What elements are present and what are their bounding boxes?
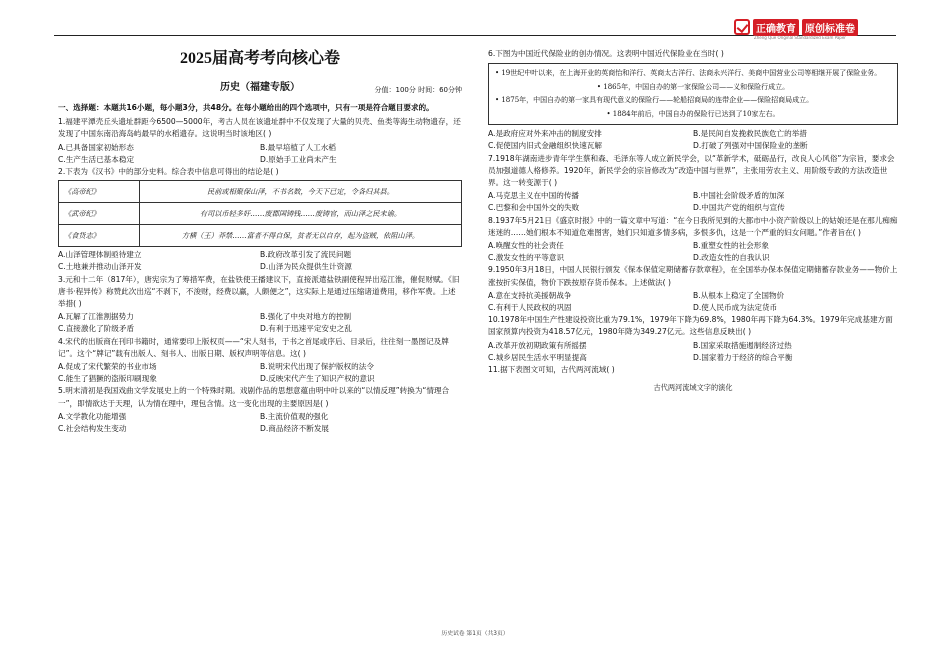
option-d: D.国家着力于经济的综合平衡 bbox=[693, 352, 793, 362]
option-b: B.是民间自发挽救民族危亡的举措 bbox=[693, 129, 807, 139]
page-footer: 历史试卷 第1页（共3页） bbox=[441, 631, 509, 637]
question-9-options bbox=[488, 290, 898, 314]
section-heading: 一、选择题：本题共16小题，每小题3分，共48分。在每小题给出的四个选项中，只有一项是符合题目要求的。 bbox=[58, 103, 434, 112]
option-d: D.使人民币成为法定货币 bbox=[693, 303, 778, 313]
option-c: C.有利于人民政权的巩固 bbox=[488, 303, 572, 313]
table-row bbox=[59, 225, 462, 247]
option-a: A.唤醒女性的社会责任 bbox=[488, 241, 564, 251]
table-cell-source: 《高帝纪》 bbox=[59, 181, 140, 203]
option-c: C.土地兼并推动山泽开发 bbox=[58, 262, 142, 272]
question-2-stem: 2.下表为《汉书》中的部分史料。综合表中信息可得出的结论是( ) bbox=[58, 167, 279, 177]
question-10-stem: 10.1978年中国生产性建设投资比重为79.1%，1979年下降为69.8%，1980年再下降为64.3%。1979年完成基建方面国家预算内投资为418.57亿元，1980年降为349.27亿元。这些信息反映出( ) bbox=[488, 315, 893, 337]
brand-sub: Zheng Que Original Standardized Exam Paper bbox=[754, 35, 846, 40]
option-d: D.中国共产党的组织与宣传 bbox=[693, 203, 785, 213]
table-row bbox=[59, 203, 462, 225]
box-line: • 1865年，中国自办的第一家保险公司——义和保险行成立。 bbox=[596, 82, 790, 91]
option-a: A.改革开放初期政策有所摇摆 bbox=[488, 340, 587, 350]
option-d: D.有利于迅速平定安史之乱 bbox=[260, 324, 352, 334]
option-b: B.重塑女性的社会形象 bbox=[693, 241, 769, 251]
subtitle-row bbox=[58, 82, 462, 98]
question-2-table bbox=[58, 180, 462, 247]
option-c: C.城乡居民生活水平明显提高 bbox=[488, 352, 587, 362]
question-7-options bbox=[488, 190, 898, 214]
question-6-box bbox=[488, 63, 898, 125]
option-a: A.文学教化功能增强 bbox=[58, 411, 127, 421]
question-6-stem: 6.下图为中国近代保险业的创办情况。这表明中国近代保险业在当时( ) bbox=[488, 49, 724, 58]
option-b: B.主流价值观的强化 bbox=[260, 411, 329, 421]
left-column bbox=[58, 48, 462, 435]
option-a: A.山泽管理体制亟待建立 bbox=[58, 250, 142, 260]
option-a: A.已具备国家初始形态 bbox=[58, 142, 134, 152]
option-d: D.商品经济不断发展 bbox=[260, 424, 330, 434]
option-b: B.强化了中央对地方的控制 bbox=[260, 312, 352, 322]
option-a: A.马克思主义在中国的传播 bbox=[488, 191, 580, 201]
option-d: D.改造女性的自我认识 bbox=[693, 253, 770, 263]
option-b: B.最早培植了人工水稻 bbox=[260, 142, 336, 152]
question-4-stem: 4.宋代的出版商在刊印书籍时，通常要印上版权页——“宋人刻书，于书之首尾或序后、目录后，往往刻一墨图记及牌记”。这个“牌记”载有出版人、刻书人、出版日期、版权声明等信息。这( ) bbox=[58, 336, 449, 358]
brand-tag: 原创标准卷 bbox=[802, 19, 858, 36]
question-2-options bbox=[58, 249, 462, 273]
option-a: A.意在支持抗美援朝战争 bbox=[488, 290, 572, 300]
question-8-stem: 8.1937年5月21日《盛京时报》中的一篇文章中写道：“在今日我所见到的大都市中小资产阶级以上的姑娘还是在那儿痴痴迷迷的……她们根本不知道危难图害，她们只知道多情多病，多恨多仇，这是一个严重的妇女问题。”作者旨在( ) bbox=[488, 215, 898, 237]
brand-logo bbox=[734, 18, 896, 40]
option-c: C.社会结构发生变动 bbox=[58, 424, 127, 434]
option-c: C.能生了猖獗的盗版印刷现象 bbox=[58, 374, 157, 384]
option-a: A.促成了宋代繁荣的书业市场 bbox=[58, 362, 157, 372]
option-c: C.促使国内旧式金融组织快速瓦解 bbox=[488, 141, 603, 151]
question-9-stem: 9.1950年3月18日，中国人民银行颁发《保本保值定期储蓄存款章程》，在全国举办保本保值定期储蓄存款业务——物价上涨按折实保值，物价下跌按原存货币保本。上述做法( ) bbox=[488, 265, 898, 287]
exam-meta: 分值：100分 时间：60分钟 bbox=[374, 86, 462, 94]
option-b: B.中国社会阶级矛盾的加深 bbox=[693, 191, 785, 201]
option-a: A.是政府应对外来冲击的制度安排 bbox=[488, 129, 602, 139]
box-line: • 1875年，中国自办的第一家具有现代意义的保险行——轮船招商局的连带企业——保险招商局成立。 bbox=[495, 96, 814, 105]
table-cell-text: 方横（王）莽禁……富者不得自保，贫者无以自存，起为盗贼，依阻山泽。 bbox=[140, 225, 462, 247]
option-b: B.国家采取措施遏制经济过热 bbox=[693, 340, 792, 350]
question-1-stem: 1.福建平潭壳丘头遗址群距今6500—5000年，考古人员在该遗址群中不仅发现了大量的贝壳、鱼类等海生动物遗存，还发现了中国东南沿海岛屿最早的水稻遗存。这说明当时该地区( ) bbox=[58, 117, 461, 139]
right-column bbox=[488, 48, 898, 394]
box-line: • 1884年前后，中国自办的保险行已达到了10家左右。 bbox=[606, 109, 780, 118]
question-1-options bbox=[58, 142, 462, 166]
option-b: B.从根本上稳定了全国物价 bbox=[693, 290, 785, 300]
table-cell-source: 《武帝纪》 bbox=[59, 203, 140, 225]
option-d: D.山泽为民众提供生计资源 bbox=[260, 262, 352, 272]
table-cell-text: 民前或相聚保山泽，不书名数，今天下已定，令各归其县。 bbox=[140, 181, 462, 203]
option-c: C.生产生活已基本稳定 bbox=[58, 154, 135, 164]
question-5-options bbox=[58, 411, 462, 435]
table-cell-text: 有司以币轻多奸……废郡国铸钱……废铸官，而山泽之民未谕。 bbox=[140, 203, 462, 225]
option-c: C.巴黎和会中国外交的失败 bbox=[488, 203, 580, 213]
exam-title: 2025届高考考向核心卷 bbox=[179, 50, 340, 67]
option-a: A.瓦解了江淮割据势力 bbox=[58, 312, 134, 322]
checkmark-icon bbox=[734, 19, 750, 35]
question-3-stem: 3.元和十二年（817年），唐宪宗为了筹措军费，在盐铁使王播建议下，直接派遣盐铁副使程异出巡江淮，催促财赋。《旧唐书·程异传》称赞此次出巡“不剥下，不浚财，经费以赢，人颇便之”，这实际上是通过压缩诸道费用，移作军费。上述举措( ) bbox=[58, 274, 460, 309]
exam-subtitle: 历史（福建专版） bbox=[220, 82, 300, 93]
table-cell-source: 《食货志》 bbox=[59, 225, 140, 247]
question-3-options bbox=[58, 311, 462, 335]
option-d: D.打破了列强对中国保险业的垄断 bbox=[693, 141, 808, 151]
option-c: C.直接激化了阶级矛盾 bbox=[58, 324, 135, 334]
question-10-options bbox=[488, 340, 898, 364]
question-6-options bbox=[488, 128, 898, 152]
question-8-options bbox=[488, 240, 898, 264]
option-b: B.说明宋代出现了保护版权的法令 bbox=[260, 362, 374, 372]
box-line: • 19世纪中叶以来，在上海开业的英商怡和洋行、英商太古洋行、法商永兴洋行、美商中国营业公司等相继开展了保险业务。 bbox=[495, 69, 882, 78]
question-5-stem: 5.明末清初是我国戏曲文学发展史上的一个特殊时期。戏剧作品的思想意蕴由明中叶以来的“以情反理”转换为“情理合一”，即情欲达于天理，认为情在理中，理包含情。这一变化出现的主要原因是( ) bbox=[58, 386, 450, 408]
brand-main: 正确教育 bbox=[753, 19, 799, 36]
question-4-options bbox=[58, 361, 462, 385]
option-d: D.反映宋代产生了知识产权的意识 bbox=[260, 374, 375, 384]
figure-caption: 古代两河流域文字的演化 bbox=[653, 383, 733, 393]
option-d: D.原始手工业尚未产生 bbox=[260, 154, 337, 164]
question-7-stem: 7.1918年湖南进步青年学生蔡和森、毛泽东等人成立新民学会，以“革新学术，砥砺品行，改良人心风俗”为宗旨，要求会员加强道德人格修养。1920年，新民学会的宗旨修改为“改造中国与世界”，主张用劳农主义、用阶级专政的方法改造世界。这一转变源于( ) bbox=[488, 153, 895, 188]
option-b: B.政府改革引发了流民问题 bbox=[260, 250, 352, 260]
question-11-stem: 11.据下表图文可知，古代两河流域( ) bbox=[488, 365, 615, 375]
table-row bbox=[59, 181, 462, 203]
option-c: C.激发女性的平等意识 bbox=[488, 253, 565, 263]
